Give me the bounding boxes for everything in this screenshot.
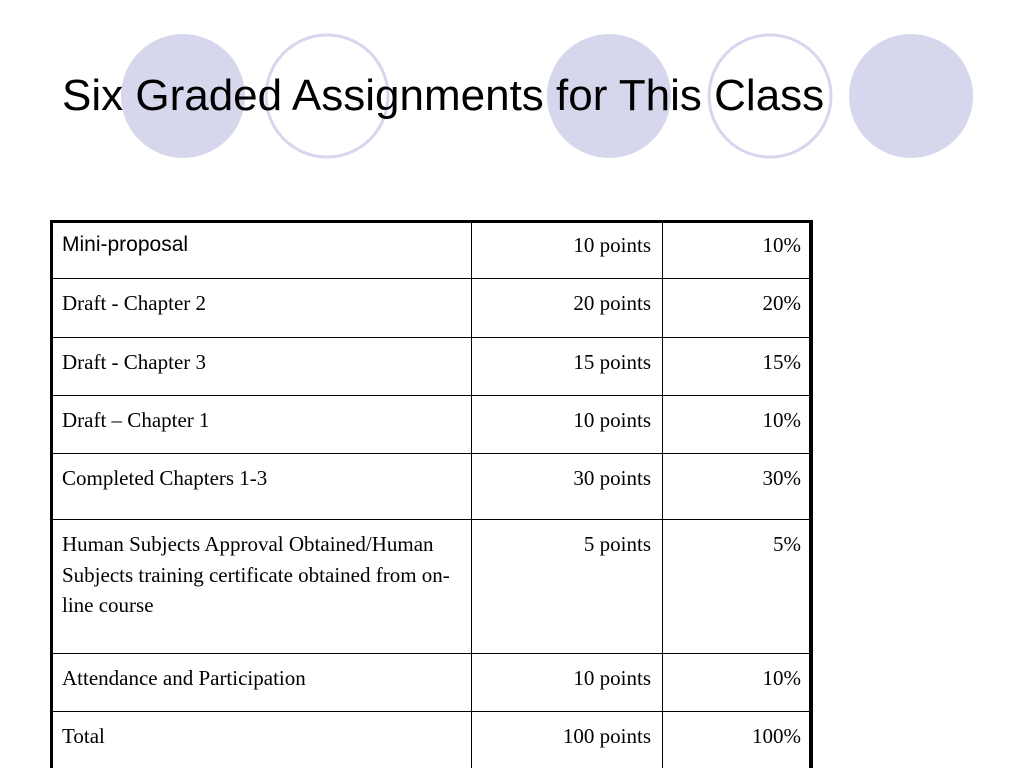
assignment-percent: 15%: [663, 338, 813, 396]
table-row: [51, 279, 813, 338]
table-row: [51, 396, 813, 454]
assignment-points: 20 points: [472, 279, 663, 338]
assignments-table: [50, 220, 813, 768]
assignment-name: Human Subjects Approval Obtained/Human Subjects training certificate obtained from on-line course: [51, 520, 472, 654]
assignment-percent: 10%: [663, 654, 813, 712]
assignment-name: Mini-proposal: [51, 221, 472, 279]
assignment-points: 10 points: [472, 221, 663, 279]
total-percent: 100%: [663, 712, 813, 768]
assignment-name: Attendance and Participation: [51, 654, 472, 712]
table-row: [51, 454, 813, 520]
assignment-points: 30 points: [472, 454, 663, 520]
decor-filled-circle-3: [849, 34, 973, 158]
table-row: [51, 654, 813, 712]
assignment-percent: 10%: [663, 396, 813, 454]
assignment-percent: 10%: [663, 221, 813, 279]
assignment-points: 10 points: [472, 396, 663, 454]
table-row: [51, 338, 813, 396]
total-points: 100 points: [472, 712, 663, 768]
assignment-name: Completed Chapters 1-3: [51, 454, 472, 520]
assignment-points: 10 points: [472, 654, 663, 712]
assignment-name: Draft - Chapter 3: [51, 338, 472, 396]
table-row: [51, 520, 813, 654]
assignment-percent: 5%: [663, 520, 813, 654]
assignment-percent: 30%: [663, 454, 813, 520]
slide-title: Six Graded Assignments for This Class: [62, 71, 825, 120]
assignment-name: Draft – Chapter 1: [51, 396, 472, 454]
assignment-percent: 20%: [663, 279, 813, 338]
table-row: [51, 221, 813, 279]
assignment-points: 5 points: [472, 520, 663, 654]
table-row-total: [51, 712, 813, 768]
assignment-name: Draft - Chapter 2: [51, 279, 472, 338]
assignment-points: 15 points: [472, 338, 663, 396]
total-label: Total: [51, 712, 472, 768]
